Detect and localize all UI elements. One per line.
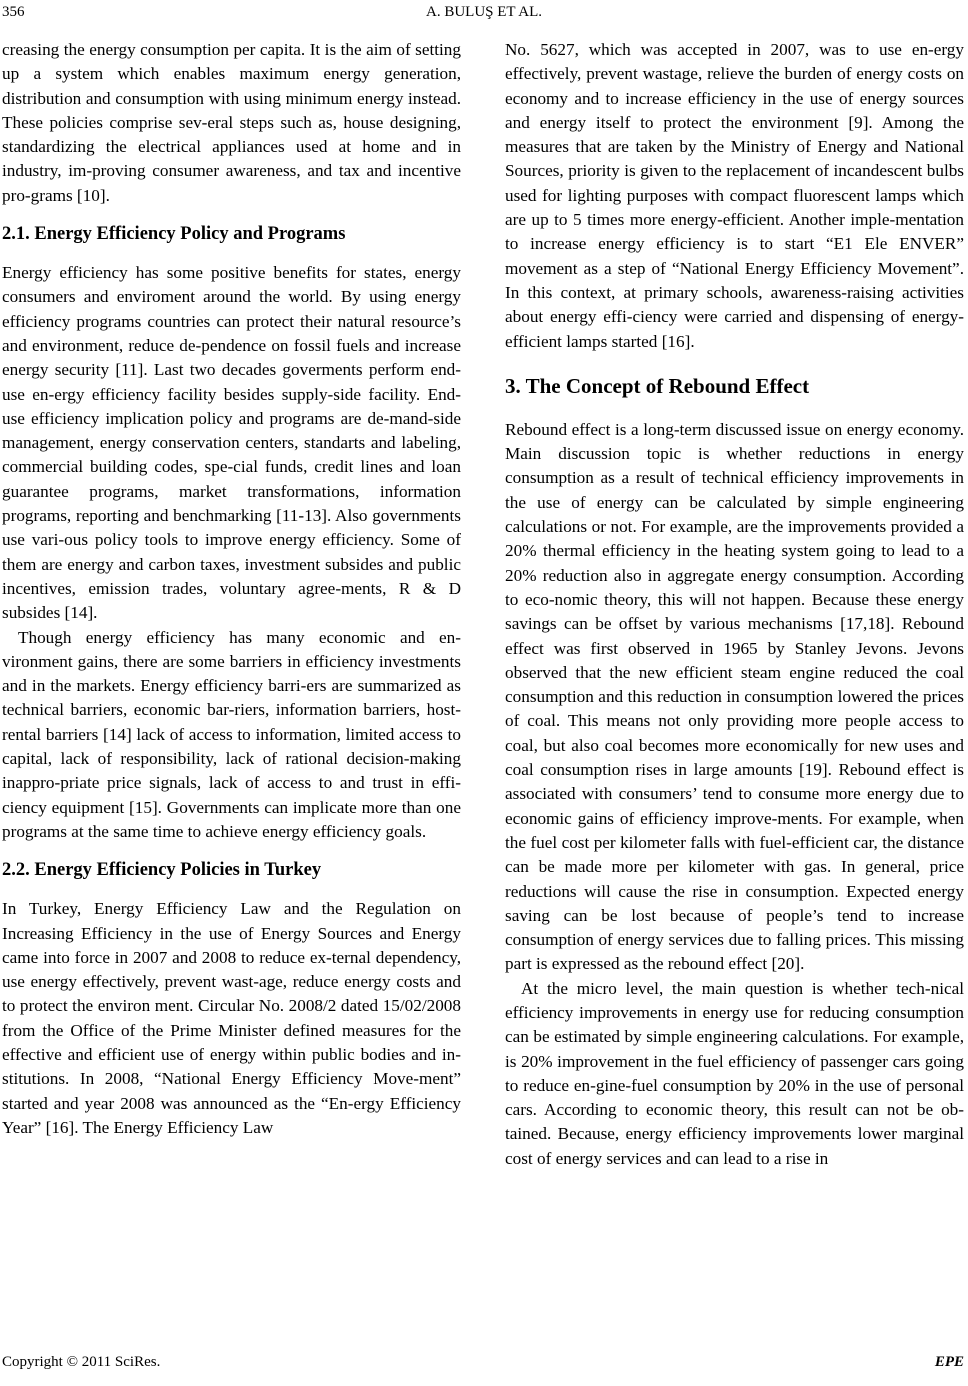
paragraph: Though energy efficiency has many economic and en-vironment gains, there are some barriers in efficiency investments and in the markets. Energy efficiency barri-ers are summarized as technical barriers, economic bar-riers, information barriers, host-rental barriers [14] lack of access to information, limited access to capital, lack of responsibility, lack of rational decision-making inappro-priate price signals, lack of access to and trust in effi-ciency equipment [15]. Governments can implicate more than one programs at the same time to achieve energy efficiency goals.	[2, 627, 461, 841]
section-heading-2-2: 2.2. Energy Efficiency Policies in Turkey	[2, 860, 322, 881]
journal-abbrev: EPE	[934, 1354, 964, 1370]
page-header	[0, 4, 968, 24]
right-column	[505, 38, 964, 1171]
paragraph: No. 5627, which was accepted in 2007, was to use en-ergy effectively, prevent wastage, relieve the burden of energy costs on economy and to increase efficiency in the use of energy sources and energy itself to protect the environment [9]. Among the measures that are taken by the Ministry of Energy and National Sources, priority is given to the replacement of incandescent bulbs used for lighting purposes with compact fluorescent lamps which are up to 5 times more energy-efficient. Another imple-mentation to increase energy efficiency is to start “E1 Ele ENVER” movement as a step of “National Energy Efficiency Movement”. In this context, at primary schools, awareness-raising activities about energy effi-ciency were carried and dispensing of energy-efficient lamps started [16].	[505, 40, 964, 351]
page-number: 356	[2, 4, 25, 20]
paragraph: At the micro level, the main question is whether tech-nical efficiency improvements in energy use for reducing consumption can be estimated by simple engineering calculations. For example, is 20% improvement in the fuel efficiency of passenger cars going to reduce en-gine-fuel consumption by 20% in the use of personal cars. According to economic theory, this result can not be ob-tained. Because, energy efficiency improvements lower marginal cost of energy services and can lead to a rise in	[505, 978, 964, 1168]
copyright-text: Copyright © 2011 SciRes.	[2, 1354, 161, 1370]
paragraph: Energy efficiency has some positive benefits for states, energy consumers and enviroment around the world. By using energy efficiency programs countries can protect their natural resource’s and environment, reduce de-pendence on fossil fuels and increase energy security [11]. Last two decades goverments perform end-use en-ergy efficiency facility besides supply-side facility. End-use efficiency implication policy and programs are de-mand-side management, energy conservation centers, standarts and labeling, commercial building codes, spe-cial funds, credit lines and loan guarantee programs, market transformations, information programs, reporting and benchmarking [11-13]. Also governments use vari-ous policy tools to improve energy efficiency. Some of them are energy and carbon taxes, investment subsides and public incentives, emission trades, voluntary agree-ments, R & D subsides [14].	[2, 263, 461, 623]
running-head: A. BULUŞ ET AL.	[426, 4, 542, 20]
section-heading-2-1: 2.1. Energy Efficiency Policy and Programs	[2, 224, 346, 245]
paragraph: In Turkey, Energy Efficiency Law and the Regulation on Increasing Efficiency in the use of Energy Sources and Energy came into force in 2007 and 2008 to reduce ex-ternal dependency, use energy effectively, prevent wast-age, reduce energy costs and to protect the environ ment. Circular No. 2008/2 dated 15/02/2008 from the Office of the Prime Minister defined measures for the effective and efficient use of energy within public bodies and in-stitutions. In 2008, “National Energy Efficiency Move-ment” started and year 2008 was announced as the “En-ergy Efficiency Year” [16]. The Energy Efficiency Law	[2, 899, 461, 1137]
left-column	[2, 38, 461, 1140]
paragraph: Rebound effect is a long-term discussed issue on energy economy. Main discussion topic is whether reductions in energy consumption as a result of technical efficiency improvements in the use of energy can be calculated by simple engineering calculations or not. For example, are the improvements provided a 20% thermal efficiency in the heating system going to lead to a 20% reduction also in aggregate energy consumption. According to eco-nomic theory, this will not happen. Because these energy savings can be offset by various mechanisms [17,18]. Rebound effect was first observed in 1965 by Stanley Jevons. Jevons observed that the new efficient steam engine reduced the coal consumption and this reduction in consumption lowered the prices of coal. This means not only providing more people access to coal, but also coal becomes more economically for new uses and coal consumption rises in large amounts [19]. Rebound effect is associated with consumers’ tend to consume more energy due to economic gains of efficiency improve-ments. For example, when the fuel cost per kilometer falls with fuel-efficient car, the distance can be made more per kilometer with gas. In general, price reductions will cause the rise in consumption. Expected energy saving can be lost because of people’s tend to increase consumption of energy services due to falling prices. This missing part is expressed as the rebound effect [20].	[505, 419, 964, 974]
paragraph: creasing the energy consumption per capita. It is the aim of setting up a system which enables maximum energy generation, distribution and consumption with using minimum energy instead. These policies comprise sev-eral steps such as, house designing, standardizing the electrical appliances used at home and in industry, im-proving consumer awareness, and tax and incentive pro-grams [10].	[2, 40, 461, 205]
section-heading-3: 3. The Concept of Rebound Effect	[505, 373, 810, 398]
